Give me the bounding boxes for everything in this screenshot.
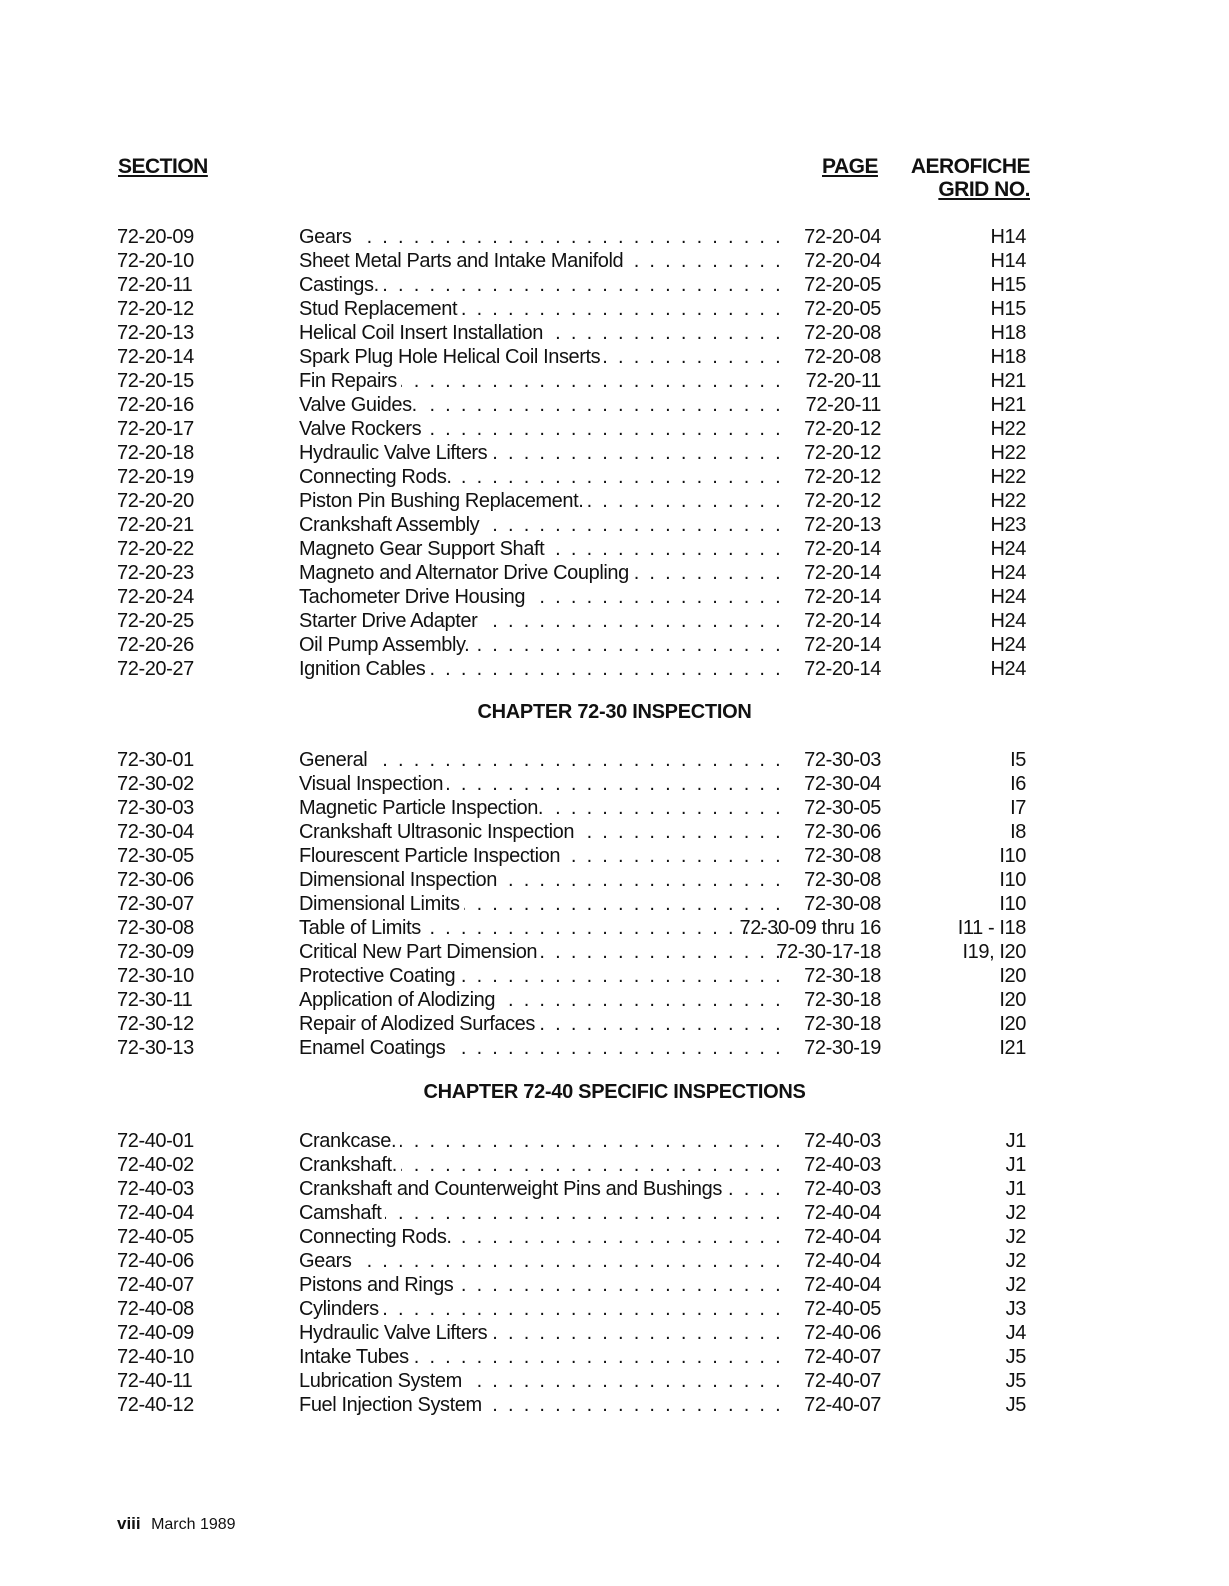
toc-grid-no: J1 — [1005, 1178, 1026, 1200]
footer-page-number: viii — [117, 1514, 141, 1533]
toc-title: Piston Pin Bushing Replacement. — [299, 490, 587, 512]
toc-grid-no: H18 — [990, 346, 1026, 368]
toc-row — [0, 1177, 1229, 1201]
toc-group-72-20 — [0, 225, 1229, 681]
toc-row — [0, 1036, 1229, 1060]
toc-title-leader — [299, 273, 787, 297]
toc-title: Flourescent Particle Inspection — [299, 845, 564, 867]
toc-title-leader — [299, 1012, 787, 1036]
toc-page-ref: 72-20-14 — [804, 634, 881, 656]
toc-grid-no: H22 — [990, 490, 1026, 512]
toc-title-leader — [299, 633, 787, 657]
toc-page-ref: 72-40-03 — [804, 1178, 881, 1200]
toc-grid-no: I20 — [999, 965, 1026, 987]
toc-page-ref: 72-20-14 — [804, 562, 881, 584]
toc-section-number: 72-20-25 — [117, 610, 194, 632]
toc-page-ref: 72-30-08 — [804, 893, 881, 915]
toc-title: Crankshaft. — [299, 1154, 401, 1176]
toc-row — [0, 1225, 1229, 1249]
toc-title-leader — [299, 465, 787, 489]
toc-title: Dimensional Inspection — [299, 869, 501, 891]
toc-page-ref: 72-40-05 — [804, 1298, 881, 1320]
toc-grid-no: H24 — [990, 610, 1026, 632]
section-column-header: SECTION — [118, 155, 208, 178]
toc-title: Stud Replacement — [299, 298, 461, 320]
toc-title: Gears — [299, 226, 355, 248]
toc-title: Camshaft — [299, 1202, 385, 1224]
toc-section-number: 72-30-13 — [117, 1037, 194, 1059]
toc-section-number: 72-20-12 — [117, 298, 194, 320]
toc-title: Pistons and Rings — [299, 1274, 457, 1296]
toc-grid-no: H22 — [990, 466, 1026, 488]
toc-section-number: 72-40-12 — [117, 1394, 194, 1416]
toc-grid-no: J2 — [1005, 1202, 1026, 1224]
toc-title: Intake Tubes — [299, 1346, 413, 1368]
toc-title: Repair of Alodized Surfaces — [299, 1013, 539, 1035]
toc-row — [0, 772, 1229, 796]
toc-title-leader — [299, 1345, 787, 1369]
toc-section-number: 72-20-13 — [117, 322, 194, 344]
toc-page-ref: 72-40-04 — [804, 1202, 881, 1224]
toc-section-number: 72-30-06 — [117, 869, 194, 891]
toc-page-ref: 72-20-05 — [804, 298, 881, 320]
toc-title-leader — [299, 1393, 787, 1417]
toc-page-ref: 72-30-18 — [804, 1013, 881, 1035]
toc-page-ref: 72-40-06 — [804, 1322, 881, 1344]
toc-page-ref: 72-40-03 — [804, 1130, 881, 1152]
toc-row — [0, 1297, 1229, 1321]
toc-title: Gears — [299, 1250, 355, 1272]
footer-date: March 1989 — [151, 1516, 236, 1533]
toc-row — [0, 1249, 1229, 1273]
chapter-72-30-heading: CHAPTER 72-30 INSPECTION — [477, 701, 752, 723]
toc-title-leader — [299, 1177, 787, 1201]
toc-section-number: 72-30-12 — [117, 1013, 194, 1035]
toc-section-number: 72-20-23 — [117, 562, 194, 584]
toc-row — [0, 657, 1229, 681]
toc-title-leader — [299, 489, 787, 513]
toc-title: Starter Drive Adapter — [299, 610, 481, 632]
toc-row — [0, 513, 1229, 537]
toc-title: Visual Inspection — [299, 773, 447, 795]
toc-page-ref: 72-20-12 — [804, 466, 881, 488]
toc-title-leader — [299, 225, 787, 249]
toc-title-leader — [299, 1321, 787, 1345]
toc-page-ref: 72-40-07 — [804, 1370, 881, 1392]
toc-grid-no: H24 — [990, 562, 1026, 584]
toc-title-leader — [299, 441, 787, 465]
toc-grid-no: I10 — [999, 845, 1026, 867]
toc-grid-no: J2 — [1005, 1250, 1026, 1272]
toc-section-number: 72-20-27 — [117, 658, 194, 680]
toc-grid-no: J2 — [1005, 1226, 1026, 1248]
toc-title-leader — [299, 585, 787, 609]
toc-title-leader — [299, 249, 787, 273]
toc-title-leader — [299, 345, 787, 369]
toc-grid-no: H24 — [990, 634, 1026, 656]
toc-row — [0, 609, 1229, 633]
toc-page-ref: 72-40-07 — [804, 1346, 881, 1368]
toc-page-ref: 72-30-06 — [804, 821, 881, 843]
toc-section-number: 72-20-11 — [117, 274, 193, 296]
toc-title: Valve Rockers — [299, 418, 425, 440]
toc-section-number: 72-40-02 — [117, 1154, 194, 1176]
toc-row — [0, 465, 1229, 489]
toc-page-ref: 72-30-03 — [804, 749, 881, 771]
toc-title: Protective Coating — [299, 965, 459, 987]
toc-row — [0, 249, 1229, 273]
toc-section-number: 72-20-18 — [117, 442, 194, 464]
toc-title: Oil Pump Assembly. — [299, 634, 473, 656]
toc-section-number: 72-20-20 — [117, 490, 194, 512]
toc-title: Hydraulic Valve Lifters — [299, 442, 491, 464]
toc-title-leader — [299, 657, 787, 681]
toc-title-leader — [299, 1036, 787, 1060]
toc-title-leader — [299, 1129, 787, 1153]
toc-row — [0, 916, 1229, 940]
toc-title: Spark Plug Hole Helical Coil Inserts — [299, 346, 604, 368]
toc-section-number: 72-40-08 — [117, 1298, 194, 1320]
toc-grid-no: J1 — [1005, 1130, 1026, 1152]
toc-row — [0, 796, 1229, 820]
toc-section-number: 72-20-19 — [117, 466, 194, 488]
chapter-72-40-heading: CHAPTER 72-40 SPECIFIC INSPECTIONS — [423, 1081, 806, 1103]
toc-page-ref: 72-20-05 — [804, 274, 881, 296]
toc-title-leader — [299, 1369, 787, 1393]
toc-section-number: 72-40-05 — [117, 1226, 194, 1248]
toc-section-number: 72-40-10 — [117, 1346, 194, 1368]
toc-row — [0, 225, 1229, 249]
toc-title-leader — [299, 321, 787, 345]
toc-title-leader — [299, 916, 787, 940]
toc-row — [0, 441, 1229, 465]
toc-grid-no: I6 — [1010, 773, 1026, 795]
toc-grid-no: J3 — [1005, 1298, 1026, 1320]
toc-section-number: 72-30-10 — [117, 965, 194, 987]
toc-page-ref: 72-20-14 — [804, 658, 881, 680]
toc-title-leader — [299, 796, 787, 820]
toc-title: Cylinders — [299, 1298, 383, 1320]
toc-title: Tachometer Drive Housing — [299, 586, 529, 608]
toc-title: Ignition Cables — [299, 658, 429, 680]
toc-title: Magnetic Particle Inspection. — [299, 797, 547, 819]
toc-row — [0, 321, 1229, 345]
toc-title-leader — [299, 820, 787, 844]
toc-page-ref: 72-40-04 — [804, 1226, 881, 1248]
toc-title: Lubrication System — [299, 1370, 466, 1392]
toc-title: Table of Limits — [299, 917, 425, 939]
toc-row — [0, 1321, 1229, 1345]
toc-title: Connecting Rods. — [299, 466, 456, 488]
toc-grid-no: J5 — [1005, 1394, 1026, 1416]
toc-row — [0, 369, 1229, 393]
toc-page-ref: 72-20-14 — [804, 586, 881, 608]
toc-row — [0, 1129, 1229, 1153]
toc-section-number: 72-20-24 — [117, 586, 194, 608]
toc-grid-no: H24 — [990, 586, 1026, 608]
toc-row — [0, 892, 1229, 916]
toc-grid-no: I10 — [999, 893, 1026, 915]
toc-grid-no: H22 — [990, 442, 1026, 464]
toc-page-ref: 72-30-18 — [804, 965, 881, 987]
toc-grid-no: H15 — [990, 298, 1026, 320]
toc-section-number: 72-20-16 — [117, 394, 194, 416]
toc-title: Helical Coil Insert Installation — [299, 322, 547, 344]
toc-grid-no: H23 — [990, 514, 1026, 536]
toc-grid-no: I20 — [999, 989, 1026, 1011]
toc-grid-no: J2 — [1005, 1274, 1026, 1296]
toc-page-ref: 72-20-12 — [804, 418, 881, 440]
toc-grid-no: H14 — [990, 226, 1026, 248]
toc-section-number: 72-30-08 — [117, 917, 194, 939]
toc-grid-no: I11 - I18 — [957, 917, 1026, 939]
toc-page-ref: 72-40-04 — [804, 1274, 881, 1296]
toc-row — [0, 820, 1229, 844]
toc-section-number: 72-30-07 — [117, 893, 194, 915]
toc-section-number: 72-20-14 — [117, 346, 194, 368]
aerofiche-header-line2: GRID NO. — [938, 178, 1030, 201]
toc-title-leader — [299, 772, 787, 796]
toc-grid-no: H24 — [990, 538, 1026, 560]
toc-row — [0, 1345, 1229, 1369]
toc-page-ref: 72-30-19 — [804, 1037, 881, 1059]
toc-section-number: 72-40-04 — [117, 1202, 194, 1224]
toc-title: Crankshaft and Counterweight Pins and Bushings — [299, 1178, 726, 1200]
toc-grid-no: H18 — [990, 322, 1026, 344]
toc-section-number: 72-20-10 — [117, 250, 194, 272]
toc-title-leader — [299, 561, 787, 585]
toc-title-leader — [299, 1225, 787, 1249]
toc-grid-no: J5 — [1005, 1346, 1026, 1368]
toc-row — [0, 844, 1229, 868]
toc-grid-no: J1 — [1005, 1154, 1026, 1176]
toc-section-number: 72-20-09 — [117, 226, 194, 248]
toc-grid-no: H21 — [990, 370, 1026, 392]
toc-row — [0, 345, 1229, 369]
aerofiche-column-header — [911, 155, 1030, 201]
toc-row — [0, 273, 1229, 297]
toc-page-ref: 72-20-14 — [804, 538, 881, 560]
toc-title: Fuel Injection System — [299, 1394, 486, 1416]
toc-section-number: 72-20-21 — [117, 514, 194, 536]
toc-title-leader — [299, 892, 787, 916]
toc-title: Application of Alodizing — [299, 989, 499, 1011]
toc-row — [0, 417, 1229, 441]
toc-page-ref: 72-30-08 — [804, 845, 881, 867]
toc-row — [0, 964, 1229, 988]
toc-section-number: 72-30-09 — [117, 941, 194, 963]
toc-page-ref: 72-30-04 — [804, 773, 881, 795]
toc-section-number: 72-30-03 — [117, 797, 194, 819]
toc-row — [0, 868, 1229, 892]
toc-section-number: 72-20-15 — [117, 370, 194, 392]
toc-page-ref: 72-30-09 thru 16 — [739, 917, 881, 939]
toc-title-leader — [299, 748, 787, 772]
toc-title: Fin Repairs — [299, 370, 401, 392]
toc-page-ref: 72-20-12 — [804, 490, 881, 512]
toc-section-number: 72-30-01 — [117, 749, 194, 771]
toc-page-ref: 72-30-18 — [804, 989, 881, 1011]
toc-page-ref: 72-20-11 — [805, 394, 881, 416]
toc-page-ref: 72-20-13 — [804, 514, 881, 536]
toc-row — [0, 393, 1229, 417]
toc-row — [0, 561, 1229, 585]
toc-grid-no: J4 — [1005, 1322, 1026, 1344]
toc-page-ref: 72-30-17-18 — [776, 941, 881, 963]
toc-title-leader — [299, 868, 787, 892]
toc-row — [0, 748, 1229, 772]
toc-page-ref: 72-30-08 — [804, 869, 881, 891]
toc-grid-no: I5 — [1010, 749, 1026, 771]
toc-page-ref: 72-20-14 — [804, 610, 881, 632]
toc-page-ref: 72-20-04 — [804, 250, 881, 272]
toc-row — [0, 585, 1229, 609]
toc-grid-no: I20 — [999, 1013, 1026, 1035]
toc-row — [0, 1153, 1229, 1177]
toc-grid-no: I19, I20 — [962, 941, 1026, 963]
toc-row — [0, 489, 1229, 513]
toc-grid-no: I21 — [999, 1037, 1026, 1059]
toc-page-ref: 72-20-04 — [804, 226, 881, 248]
toc-row — [0, 1273, 1229, 1297]
toc-grid-no: H21 — [990, 394, 1026, 416]
toc-page-ref: 72-40-03 — [804, 1154, 881, 1176]
toc-grid-no: I10 — [999, 869, 1026, 891]
page-footer — [117, 1514, 236, 1534]
toc-title: Crankcase. — [299, 1130, 400, 1152]
toc-title: Crankshaft Assembly — [299, 514, 483, 536]
toc-title-leader — [299, 988, 787, 1012]
toc-title: Magneto and Alternator Drive Coupling — [299, 562, 633, 584]
toc-title: Hydraulic Valve Lifters — [299, 1322, 491, 1344]
toc-title-leader — [299, 393, 787, 417]
toc-page-ref: 72-20-08 — [804, 322, 881, 344]
toc-title: General — [299, 749, 371, 771]
toc-title-leader — [299, 1153, 787, 1177]
toc-title-leader — [299, 417, 787, 441]
aerofiche-header-line1: AEROFICHE — [910, 155, 1030, 178]
toc-title: Connecting Rods. — [299, 1226, 456, 1248]
toc-title: Dimensional Limits — [299, 893, 464, 915]
toc-title-leader — [299, 844, 787, 868]
toc-section-number: 72-30-11 — [117, 989, 193, 1011]
toc-page-ref: 72-40-07 — [804, 1394, 881, 1416]
toc-section-number: 72-40-03 — [117, 1178, 194, 1200]
toc-page-ref: 72-20-12 — [804, 442, 881, 464]
toc-row — [0, 1369, 1229, 1393]
toc-section-number: 72-20-26 — [117, 634, 194, 656]
toc-section-number: 72-40-01 — [117, 1130, 194, 1152]
toc-title-leader — [299, 1297, 787, 1321]
toc-page-ref: 72-30-05 — [804, 797, 881, 819]
toc-section-number: 72-20-22 — [117, 538, 194, 560]
toc-title: Magneto Gear Support Shaft — [299, 538, 548, 560]
toc-grid-no: H14 — [990, 250, 1026, 272]
toc-title: Crankshaft Ultrasonic Inspection — [299, 821, 578, 843]
toc-section-number: 72-40-09 — [117, 1322, 194, 1344]
toc-grid-no: H22 — [990, 418, 1026, 440]
toc-page-ref: 72-40-04 — [804, 1250, 881, 1272]
toc-grid-no: I8 — [1010, 821, 1026, 843]
toc-grid-no: H24 — [990, 658, 1026, 680]
toc-title-leader — [299, 537, 787, 561]
toc-section-number: 72-40-07 — [117, 1274, 194, 1296]
toc-page-ref: 72-20-11 — [805, 370, 881, 392]
toc-row — [0, 1201, 1229, 1225]
toc-section-number: 72-30-05 — [117, 845, 194, 867]
toc-title-leader — [299, 609, 787, 633]
toc-page-ref: 72-20-08 — [804, 346, 881, 368]
toc-title-leader — [299, 1273, 787, 1297]
toc-title-leader — [299, 940, 787, 964]
toc-grid-no: I7 — [1010, 797, 1026, 819]
toc-section-number: 72-40-11 — [117, 1370, 193, 1392]
toc-section-number: 72-40-06 — [117, 1250, 194, 1272]
toc-grid-no: H15 — [990, 274, 1026, 296]
toc-title: Enamel Coatings — [299, 1037, 449, 1059]
toc-title-leader — [299, 1249, 787, 1273]
toc-title: Valve Guides. — [299, 394, 421, 416]
toc-title: Sheet Metal Parts and Intake Manifold — [299, 250, 627, 272]
toc-row — [0, 537, 1229, 561]
toc-section-number: 72-20-17 — [117, 418, 194, 440]
toc-title-leader — [299, 297, 787, 321]
toc-grid-no: J5 — [1005, 1370, 1026, 1392]
toc-row — [0, 1393, 1229, 1417]
toc-section-number: 72-30-04 — [117, 821, 194, 843]
toc-title: Critical New Part Dimension — [299, 941, 541, 963]
toc-row — [0, 988, 1229, 1012]
toc-group-72-40 — [0, 1129, 1229, 1417]
toc-title-leader — [299, 964, 787, 988]
toc-row — [0, 633, 1229, 657]
toc-row — [0, 940, 1229, 964]
toc-title-leader — [299, 1201, 787, 1225]
toc-title-leader — [299, 369, 787, 393]
toc-title-leader — [299, 513, 787, 537]
toc-row — [0, 1012, 1229, 1036]
toc-group-72-30 — [0, 748, 1229, 1060]
toc-section-number: 72-30-02 — [117, 773, 194, 795]
page-column-header: PAGE — [822, 155, 878, 178]
toc-row — [0, 297, 1229, 321]
toc-title: Castings. — [299, 274, 383, 296]
